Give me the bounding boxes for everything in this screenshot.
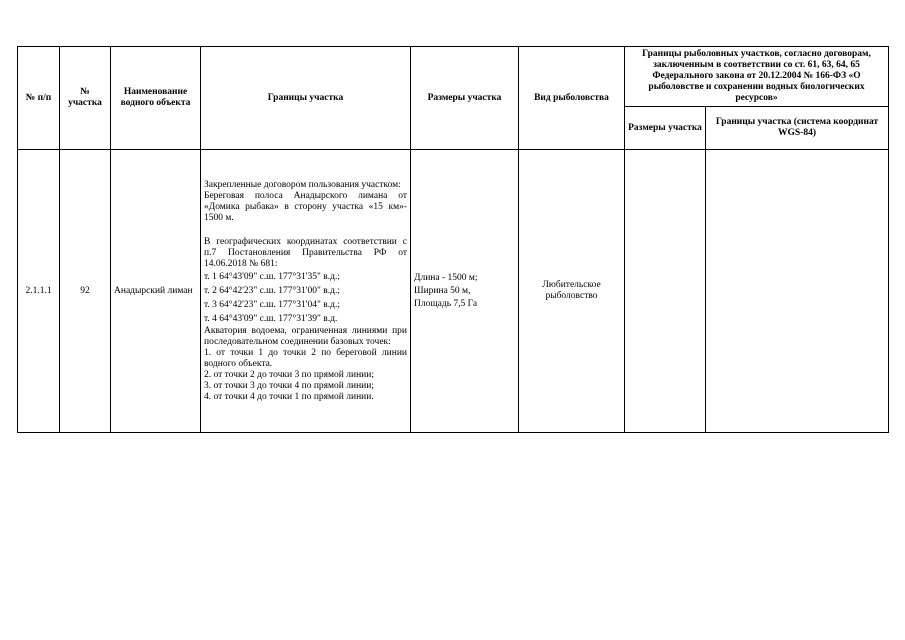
fishing-plots-table (17, 46, 889, 433)
header-fishing-type: Вид рыболовства (519, 47, 625, 150)
size-area: Площадь 7,5 Га (414, 298, 478, 309)
cell-fishing-type: Любительское рыболовство (519, 150, 625, 433)
size-length: Длина - 1500 м; (414, 272, 478, 283)
cell-num-plot: 92 (60, 150, 111, 433)
bounds-coords-intro: В географических координатах соответствии с п.7 Постановления Правительства РФ от 14.06.2018 № 681: (204, 236, 407, 269)
cell-num-pp: 2.1.1.1 (18, 150, 60, 433)
bounds-shoreline: Береговая полоса Анадырского лимана от «Домика рыбака» в сторону участка «15 км»- 1500 м. (204, 190, 407, 223)
header-sub-bounds: Границы участка (система координат WGS-84) (706, 107, 889, 150)
size-width: Ширина 50 м, (414, 285, 471, 296)
bounds-aquatory: Акватория водоема, ограниченная линиями при последовательном соединении базовых точек: (204, 325, 407, 347)
header-num-plot: № участка (60, 47, 111, 150)
header-row-1 (18, 47, 889, 107)
cell-sub-bounds (706, 150, 889, 433)
cell-plot-bounds (201, 150, 411, 433)
header-water-name: Наименование водного объекта (111, 47, 201, 150)
bounds-line-2: 2. от точки 2 до точки 3 по прямой линии; (204, 369, 374, 380)
cell-sub-sizes (625, 150, 706, 433)
header-sub-sizes: Размеры участка (625, 107, 706, 150)
bounds-line-3: 3. от точки 3 до точки 4 по прямой линии; (204, 380, 374, 391)
coord-point-1: т. 1 64°43'09" с.ш. 177°31'35" в.д.; (204, 271, 340, 282)
cell-water-name: Анадырский лиман (111, 150, 201, 433)
bounds-line-4: 4. от точки 4 до точки 1 по прямой линии. (204, 391, 374, 402)
header-num-pp: № п/п (18, 47, 60, 150)
coord-point-3: т. 3 64°42'23" с.ш. 177°31'04" в.д.; (204, 299, 340, 310)
header-contract-bounds-group: Границы рыболовных участков, согласно договорам, заключенным в соответствии со ст. 61, 63, 64, 65 Федерального закона от 20.12.2004 № 166-ФЗ «О рыболовстве и сохранении водных биологических ресурсов» (625, 47, 889, 107)
header-plot-bounds: Границы участка (201, 47, 411, 150)
table-row (18, 150, 889, 433)
coord-point-2: т. 2 64°42'23" с.ш. 177°31'00" в.д.; (204, 285, 340, 296)
header-plot-sizes: Размеры участка (411, 47, 519, 150)
bounds-line-1: 1. от точки 1 до точки 2 по береговой линии водного объекта. (204, 347, 407, 369)
coord-point-4: т. 4 64°43'09" с.ш. 177°31'39" в.д. (204, 313, 338, 324)
cell-plot-sizes (411, 150, 519, 433)
bounds-intro: Закрепленные договором пользования участком: (204, 179, 401, 190)
